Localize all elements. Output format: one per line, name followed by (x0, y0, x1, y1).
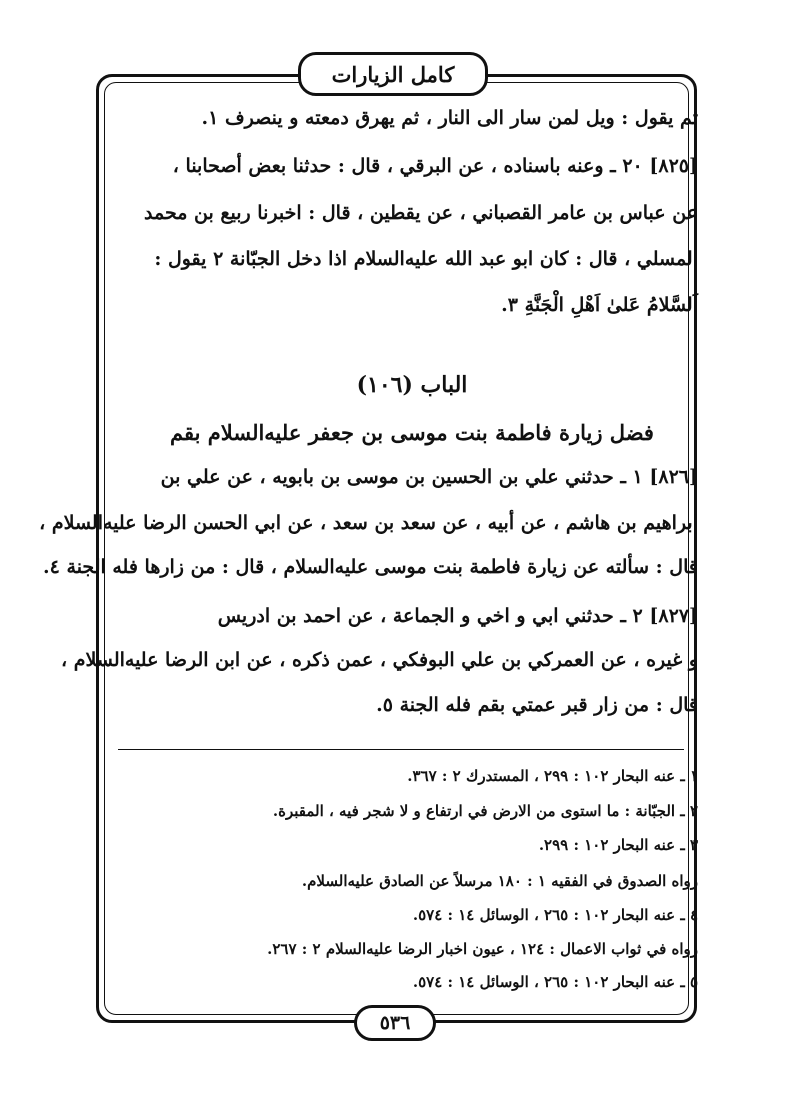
book-title: كامل الزيارات (331, 61, 455, 87)
footnote: رواه في ثواب الاعمال : ١٢٤ ، عيون اخبار الرضا عليه‌السلام ٢ : ٢٦٧. (267, 940, 698, 958)
footnote: ٢ ـ الجبّانة : ما استوى من الارض في ارتفاع و لا شجر فيه ، المقبرة. (272, 802, 698, 820)
text-line: [٨٢٧] ٢ ـ حدثني ابي و اخي و الجماعة ، عن احمد بن ادريس (217, 605, 698, 627)
page-number-tab (354, 1005, 436, 1041)
page-number: ٥٣٦ (379, 1012, 411, 1034)
chapter-number: الباب (١٠٦) (356, 372, 468, 398)
text-line: ثم يقول : ويل لمن سار الى النار ، ثم يهرق دمعته و ينصرف ١. (201, 107, 698, 129)
text-line: اَلسَّلامُ عَلىٰ اَهْلِ الْجَنَّةِ ٣. (501, 294, 698, 316)
text-line: ابراهيم بن هاشم ، عن أبيه ، عن سعد بن سعد ، عن ابي الحسن الرضا عليه‌السلام ، (39, 512, 698, 534)
footnote: رواه الصدوق في الفقيه ١ : ١٨٠ مرسلاً عن الصادق عليه‌السلام. (301, 872, 698, 890)
text-line: عن عباس بن عامر القصباني ، عن يقطين ، قال : اخبرنا ربيع بن محمد (143, 202, 698, 224)
text-line: [٨٢٦] ١ ـ حدثني علي بن الحسين بن موسى بن بابويه ، عن علي بن (160, 466, 698, 488)
text-line: [٨٢٥] ٢٠ ـ وعنه باسناده ، عن البرقي ، قال : حدثنا بعض أصحابنا ، (172, 155, 698, 177)
text-line: المسلي ، قال : كان ابو عبد الله عليه‌السلام اذا دخل الجبّانة ٢ يقول : (154, 248, 698, 270)
footnote: ٥ ـ عنه البحار ١٠٢ : ٢٦٥ ، الوسائل ١٤ : ٥٧٤. (412, 973, 698, 991)
text-line: قال : من زار قبر عمتي بقم فله الجنة ٥. (376, 694, 698, 716)
text-line: و غيره ، عن العمركي بن علي البوفكي ، عمن ذكره ، عن ابن الرضا عليه‌السلام ، (61, 649, 698, 671)
text-line: قال : سألته عن زيارة فاطمة بنت موسى عليه‌السلام ، قال : من زارها فله الجنة ٤. (43, 556, 698, 578)
footnotes (130, 0, 698, 1000)
footnote: ١ ـ عنه البحار ١٠٢ : ٢٩٩ ، المستدرك ٢ : ٣٦٧. (407, 767, 698, 785)
chapter-title: فضل زيارة فاطمة بنت موسى بن جعفر عليه‌السلام بقم (170, 420, 654, 445)
footnote: ٤ ـ عنه البحار ١٠٢ : ٢٦٥ ، الوسائل ١٤ : ٥٧٤. (412, 906, 698, 924)
footnote: ٣ ـ عنه البحار ١٠٢ : ٢٩٩. (538, 836, 698, 854)
